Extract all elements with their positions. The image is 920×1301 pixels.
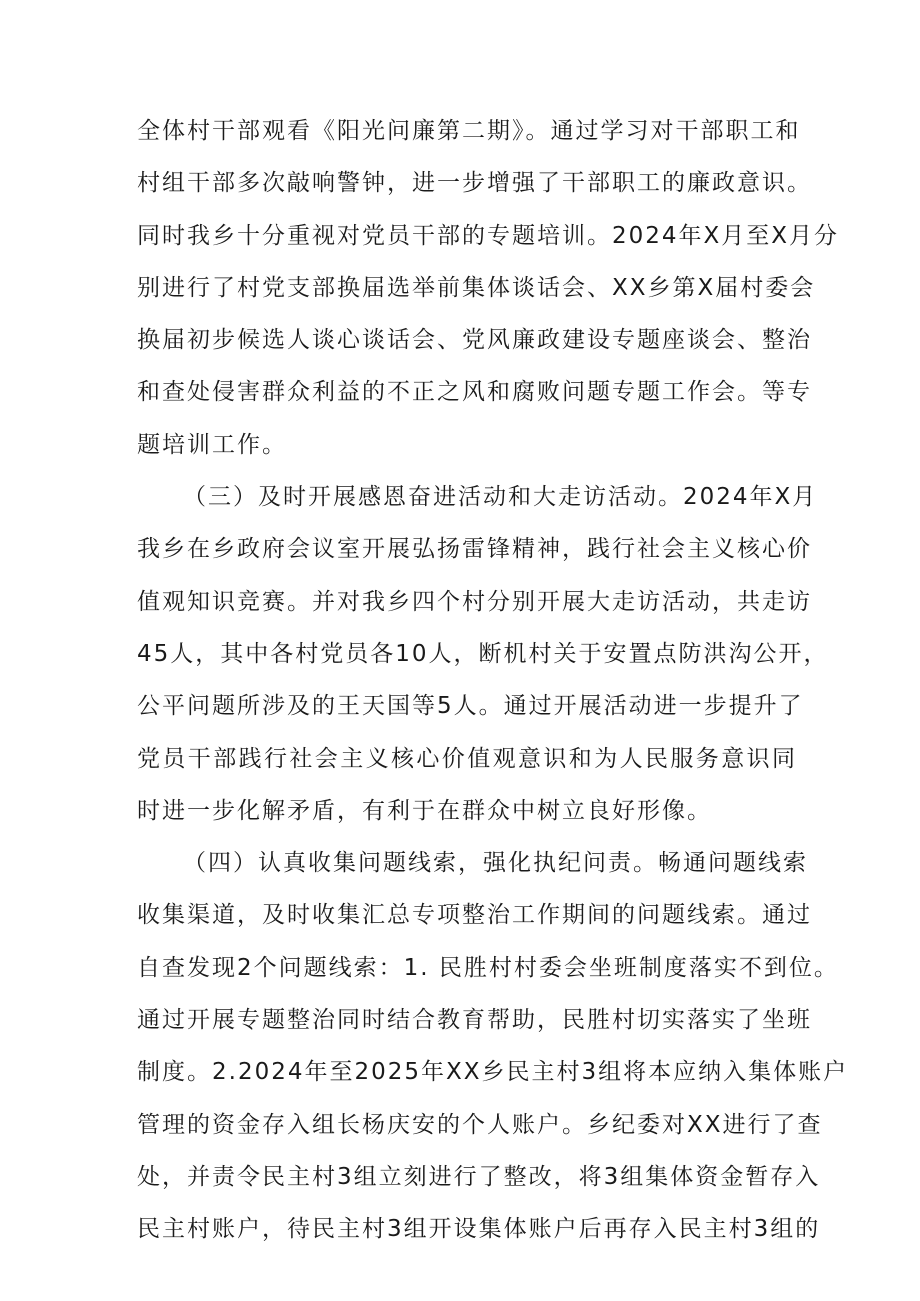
paragraph-line: 别进行了村党支部换届选举前集体谈话会、XX乡第X届村委会 [137,274,816,301]
paragraph-line: 管理的资金存入组长杨庆安的个人账户。乡纪委对XX进行了查 [137,1111,823,1138]
paragraph-line: 同时我乡十分重视对党员干部的专题培训。2024年X月至X月分 [137,222,840,249]
paragraph-line: 民主村账户，待民主村3组开设集体账户后再存入民主村3组的 [137,1216,821,1243]
paragraph-line: 公平问题所涉及的王天国等5人。通过开展活动进一步提升了 [137,693,804,720]
paragraph-line: 换届初步候选人谈心谈话会、党风廉政建设专题座谈会、整治 [137,327,812,354]
paragraph-line: 值观知识竞赛。并对我乡四个村分别开展大走访活动，共走访 [137,588,812,615]
section-heading-line: （四）认真收集问题线索，强化执纪问责。畅通问题线索 [183,850,808,877]
paragraph-line: 时进一步化解矛盾，有利于在群众中树立良好形像。 [137,797,712,824]
paragraph-line: 45人，其中各村党员各10人，断机村关于安置点防洪沟公开， [137,640,829,667]
section-heading-line: （三）及时开展感恩奋进活动和大走访活动。2024年X月 [183,484,818,511]
body-text [137,105,849,1256]
paragraph-line: 题培训工作。 [137,431,287,458]
paragraph-line: 和查处侵害群众利益的不正之风和腐败问题专题工作会。等专 [137,379,812,406]
paragraph-line: 收集渠道，及时收集汇总专项整治工作期间的问题线索。通过 [137,902,812,929]
paragraph-line: 村组干部多次敲响警钟，进一步增强了干部职工的廉政意识。 [137,170,812,197]
paragraph-line: 党员干部践行社会主义核心价值观意识和为人民服务意识同 [137,745,797,772]
paragraph-line: 自查发现2个问题线索：1. 民胜村村委会坐班制度落实不到位。 [137,954,839,981]
paragraph-line: 全体村干部观看《阳光问廉第二期》。通过学习对干部职工和 [137,118,801,144]
paragraph-line: 通过开展专题整治同时结合教育帮助，民胜村切实落实了坐班 [137,1007,812,1034]
paragraph-line: 处，并责令民主村3组立刻进行了整改，将3组集体资金暂存入 [137,1163,821,1190]
paragraph-line: 我乡在乡政府会议室开展弘扬雷锋精神，践行社会主义核心价 [137,536,812,563]
paragraph-line: 制度。2.2024年至2025年XX乡民主村3组将本应纳入集体账户 [137,1059,849,1086]
